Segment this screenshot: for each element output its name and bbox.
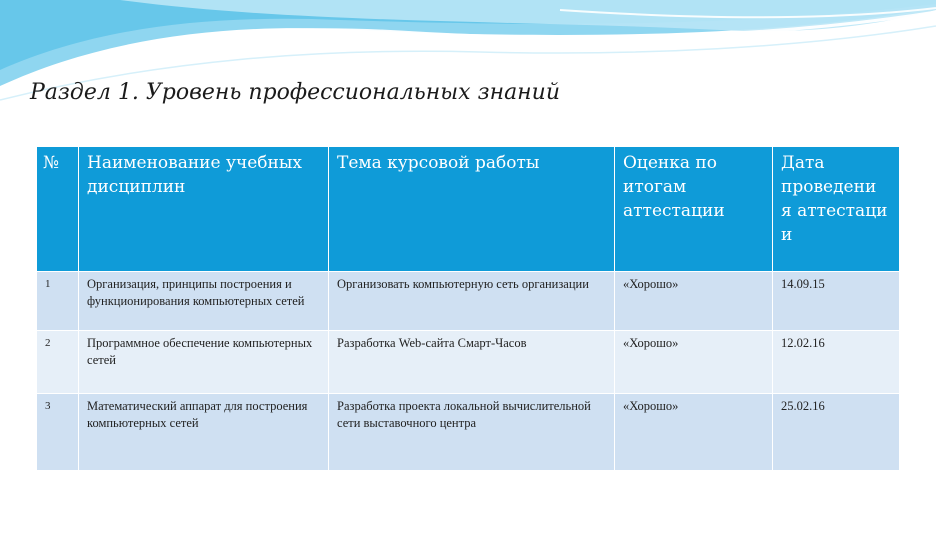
discipline-cell: Организация, принципы построения и функционирования компьютерных сетей <box>79 272 329 331</box>
row-number-cell: 3 <box>37 394 79 471</box>
table-header-row <box>37 147 900 272</box>
grade-cell: «Хорошо» <box>615 394 773 471</box>
discipline-cell: Математический аппарат для построения компьютерных сетей <box>79 394 329 471</box>
column-header-grade: Оценка по итогам аттестации <box>615 147 773 272</box>
column-header-discipline: Наименование учебных дисциплин <box>79 147 329 272</box>
coursework-topic-cell: Организовать компьютерную сеть организации <box>329 272 615 331</box>
table-row <box>37 272 900 331</box>
column-header-number: № <box>37 147 79 272</box>
discipline-cell: Программное обеспечение компьютерных сетей <box>79 331 329 394</box>
date-cell: 25.02.16 <box>773 394 900 471</box>
column-header-coursework-topic: Тема курсовой работы <box>329 147 615 272</box>
grade-cell: «Хорошо» <box>615 331 773 394</box>
date-cell: 14.09.15 <box>773 272 900 331</box>
coursework-topic-cell: Разработка Web-сайта Смарт-Часов <box>329 331 615 394</box>
table-row <box>37 394 900 471</box>
row-number-cell: 1 <box>37 272 79 331</box>
table-row <box>37 331 900 394</box>
grade-cell: «Хорошо» <box>615 272 773 331</box>
row-number-cell: 2 <box>37 331 79 394</box>
coursework-topic-cell: Разработка проекта локальной вычислительной сети выставочного центра <box>329 394 615 471</box>
date-cell: 12.02.16 <box>773 331 900 394</box>
disciplines-table <box>36 146 900 471</box>
section-title: Раздел 1. Уровень профессиональных знаний <box>30 80 561 105</box>
column-header-date: Дата проведени я аттестаци и <box>773 147 900 272</box>
